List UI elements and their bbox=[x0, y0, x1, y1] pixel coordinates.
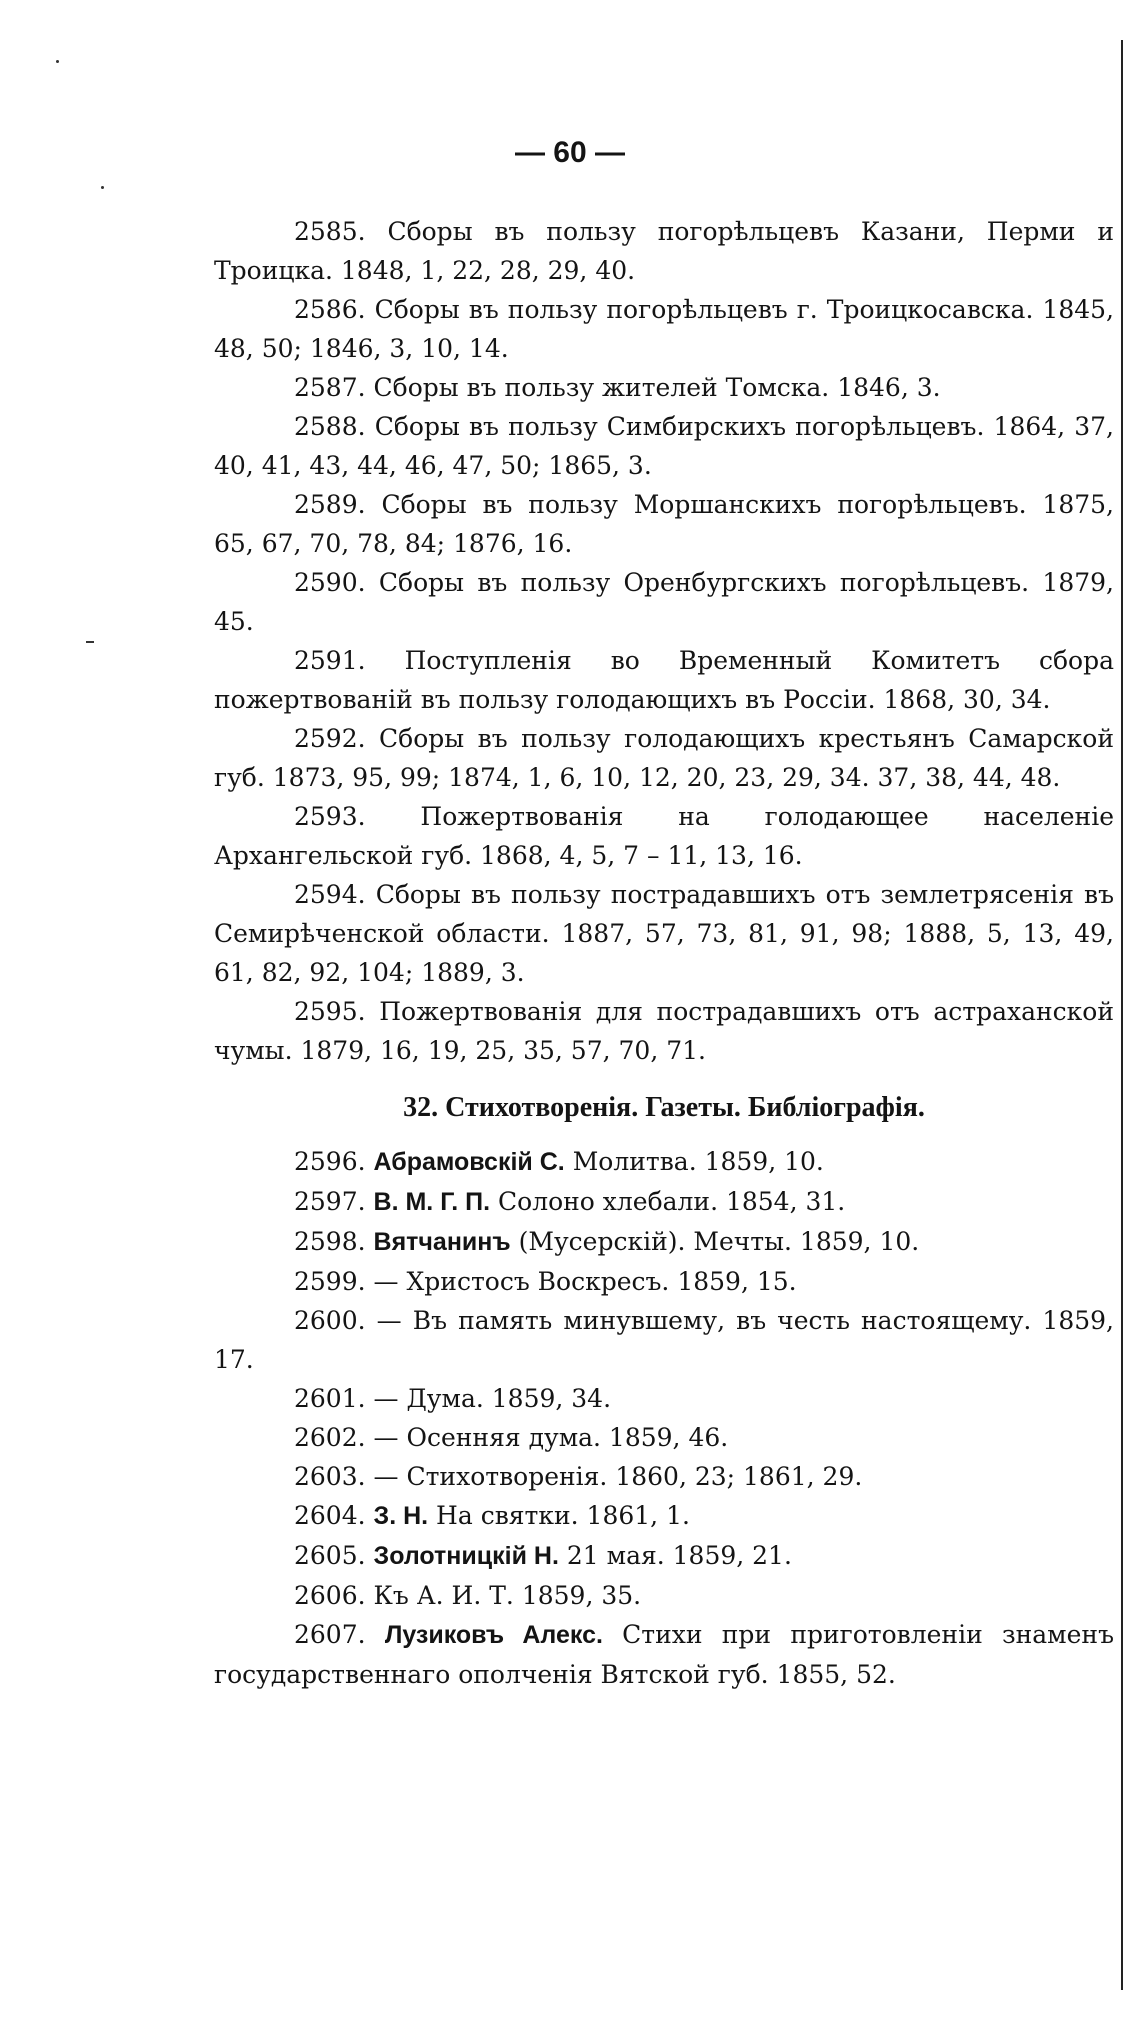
entry-number: 2590. bbox=[294, 568, 366, 597]
entry-text: Пожертвованія для пострадавшихъ отъ астраханской чумы. 1879, 16, 19, 25, 35, 57, 70, 71. bbox=[214, 997, 1114, 1065]
bibliography-entry bbox=[214, 368, 1114, 407]
scan-speck bbox=[86, 641, 94, 643]
bibliography-entry bbox=[214, 1418, 1114, 1457]
entry-number: 2604. bbox=[294, 1501, 366, 1530]
entry-author: В. М. Г. П. bbox=[373, 1188, 491, 1216]
entry-text: Пожертвованія на голодающее населеніе Архангельской губ. 1868, 4, 5, 7 – 11, 13, 16. bbox=[214, 802, 1114, 870]
entry-number: 2596. bbox=[294, 1147, 366, 1176]
entry-text: — Осенняя дума. 1859, 46. bbox=[373, 1423, 729, 1452]
entry-author: Лузиковъ Алекс. bbox=[384, 1621, 603, 1649]
entry-number: 2607. bbox=[294, 1620, 366, 1649]
entry-text: Стихи при приготовленіи знаменъ государственнаго ополченія Вятской губ. 1855, 52. bbox=[214, 1620, 1114, 1689]
entry-text: Сборы въ пользу погорѣльцевъ Казани, Перми и Троицка. 1848, 1, 22, 28, 29, 40. bbox=[214, 217, 1114, 285]
entry-number: 2603. bbox=[294, 1462, 366, 1491]
bibliography-entry bbox=[214, 1379, 1114, 1418]
entry-number: 2605. bbox=[294, 1541, 366, 1570]
bibliography-entry bbox=[214, 1496, 1114, 1536]
entry-text: Сборы въ пользу пострадавшихъ отъ землетрясенія въ Семирѣченской области. 1887, 57, 73, 81, 91, 98; 1888, 5, 13, 49, 61, 82, 92, 104; 1889, 3. bbox=[214, 880, 1114, 987]
entry-text: — Христосъ Воскресъ. 1859, 15. bbox=[373, 1267, 797, 1296]
entry-number: 2585. bbox=[294, 217, 366, 246]
bibliography-entry bbox=[214, 212, 1114, 290]
bibliography-entry bbox=[214, 1536, 1114, 1576]
bibliography-entry bbox=[214, 992, 1114, 1070]
bibliography-entry bbox=[214, 1262, 1114, 1301]
entry-number: 2599. bbox=[294, 1267, 366, 1296]
entry-text: — Стихотворенія. 1860, 23; 1861, 29. bbox=[373, 1462, 863, 1491]
bibliography-entry bbox=[214, 1222, 1114, 1262]
bibliography-entry bbox=[214, 875, 1114, 992]
entry-number: 2601. bbox=[294, 1384, 366, 1413]
entry-number: 2594. bbox=[294, 880, 366, 909]
entry-text: Сборы въ пользу жителей Томска. 1846, 3. bbox=[373, 373, 941, 402]
entry-text: (Мусерскій). Мечты. 1859, 10. bbox=[518, 1227, 920, 1256]
entry-number: 2598. bbox=[294, 1227, 366, 1256]
entry-author: Вятчанинъ bbox=[373, 1228, 511, 1256]
entry-text: — Въ память минувшему, въ честь настоящему. 1859, 17. bbox=[214, 1306, 1114, 1374]
bibliography-entry bbox=[214, 1182, 1114, 1222]
bibliography-entry bbox=[214, 290, 1114, 368]
entry-number: 2595. bbox=[294, 997, 366, 1026]
entry-text: Солоно хлебали. 1854, 31. bbox=[498, 1187, 846, 1216]
bibliography-entry bbox=[214, 563, 1114, 641]
entry-text: Молитва. 1859, 10. bbox=[572, 1147, 824, 1176]
entry-number: 2591. bbox=[294, 646, 366, 675]
entry-author: Абрамовскій С. bbox=[373, 1148, 565, 1176]
bibliography-entry bbox=[214, 485, 1114, 563]
page-number: — 60 — bbox=[514, 136, 626, 169]
entry-list bbox=[214, 212, 1114, 1694]
entry-number: 2606. bbox=[294, 1581, 366, 1610]
entry-text: Сборы въ пользу голодающихъ крестьянъ Самарской губ. 1873, 95, 99; 1874, 1, 6, 10, 12, 20, 23, 29, 34. 37, 38, 44, 48. bbox=[214, 724, 1114, 792]
bibliography-entry bbox=[214, 1301, 1114, 1379]
entry-number: 2586. bbox=[294, 295, 366, 324]
bibliography-entry bbox=[214, 407, 1114, 485]
entry-text: Сборы въ пользу Симбирскихъ погорѣльцевъ. 1864, 37, 40, 41, 43, 44, 46, 47, 50; 1865, 3. bbox=[214, 412, 1114, 480]
bibliography-entry bbox=[214, 719, 1114, 797]
entry-number: 2593. bbox=[294, 802, 366, 831]
entry-number: 2592. bbox=[294, 724, 366, 753]
scan-speck bbox=[101, 186, 104, 189]
bibliography-entry bbox=[214, 797, 1114, 875]
entry-number: 2597. bbox=[294, 1187, 366, 1216]
entry-text: Сборы въ пользу Моршанскихъ погорѣльцевъ. 1875, 65, 67, 70, 78, 84; 1876, 16. bbox=[214, 490, 1114, 558]
entry-text: 21 мая. 1859, 21. bbox=[566, 1541, 792, 1570]
bibliography-entry bbox=[214, 1457, 1114, 1496]
page-edge-rule bbox=[1121, 40, 1123, 1990]
entry-number: 2602. bbox=[294, 1423, 366, 1452]
entry-number: 2600. bbox=[294, 1306, 366, 1335]
bibliography-entry bbox=[214, 1142, 1114, 1182]
bibliography-entry bbox=[214, 1615, 1114, 1694]
entry-text: Сборы въ пользу Оренбургскихъ погорѣльцевъ. 1879, 45. bbox=[214, 568, 1114, 636]
bibliography-entry bbox=[214, 641, 1114, 719]
entry-text: — Дума. 1859, 34. bbox=[373, 1384, 612, 1413]
entries-after-section bbox=[214, 1142, 1114, 1694]
entry-text: Поступленія во Временный Комитетъ сбора пожертвованій въ пользу голодающихъ въ Россіи. 1868, 30, 34. bbox=[214, 646, 1114, 714]
entry-author: З. Н. bbox=[373, 1502, 429, 1530]
entries-before-section bbox=[214, 212, 1114, 1070]
entry-text: На святки. 1861, 1. bbox=[436, 1501, 690, 1530]
entry-number: 2589. bbox=[294, 490, 366, 519]
entry-author: Золотницкій Н. bbox=[373, 1542, 559, 1570]
scan-speck bbox=[56, 60, 59, 63]
entry-number: 2587. bbox=[294, 373, 366, 402]
entry-number: 2588. bbox=[294, 412, 366, 441]
section-heading: 32. Стихотворенія. Газеты. Библіографія. bbox=[403, 1092, 925, 1123]
bibliography-entry bbox=[214, 1576, 1114, 1615]
entry-text: Сборы въ пользу погорѣльцевъ г. Троицкосавска. 1845, 48, 50; 1846, 3, 10, 14. bbox=[214, 295, 1114, 363]
entry-text: Къ А. И. Т. 1859, 35. bbox=[373, 1581, 642, 1610]
